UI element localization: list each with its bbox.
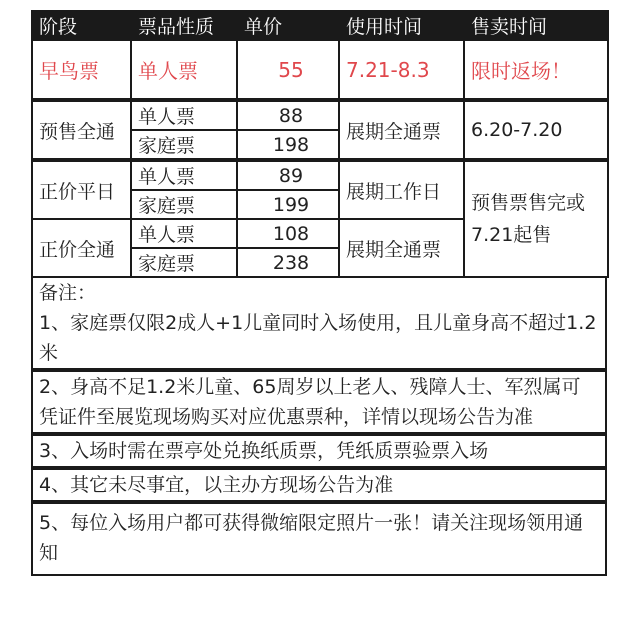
header-unit-price: 单价 [237,11,339,40]
fullpass-single-type: 单人票 [131,219,237,248]
presale-family-type: 家庭票 [131,130,237,160]
early-bird-price: 55 [237,40,339,100]
presale-single-type: 单人票 [131,100,237,130]
early-bird-use-time: 7.21-8.3 [339,40,464,100]
regular-sale-time: 预售票售完或7.21起售 [464,160,608,277]
table-header-row [32,11,608,40]
note-item-2: 2、身高不足1.2米儿童、65周岁以上老人、残障人士、军烈属可凭证件至展览现场购买对应优惠票种，详情以现场公告为准 [33,368,605,432]
presale-row-single [32,100,608,130]
fullpass-stage: 正价全通 [32,219,131,277]
ticket-info [31,10,607,576]
presale-sale-time: 6.20-7.20 [464,100,608,160]
fullpass-use-time: 展期全通票 [339,219,464,277]
presale-use-time: 展期全通票 [339,100,464,160]
note-item-4: 4、其它未尽事宜，以主办方现场公告为准 [33,466,605,500]
weekday-row-single [32,160,608,190]
header-sale-time: 售卖时间 [464,11,608,40]
early-bird-row [32,40,608,100]
header-ticket-type: 票品性质 [131,11,237,40]
fullpass-family-price: 238 [237,248,339,277]
note-item-1: 1、家庭票仅限2成人+1儿童同时入场使用，且儿童身高不超过1.2米 [39,312,597,364]
fullpass-family-type: 家庭票 [131,248,237,277]
weekday-single-price: 89 [237,160,339,190]
weekday-family-price: 199 [237,190,339,219]
weekday-stage: 正价平日 [32,160,131,219]
presale-single-price: 88 [237,100,339,130]
presale-stage: 预售全通 [32,100,131,160]
note-item-5: 5、每位入场用户都可获得微缩限定照片一张！请关注现场领用通知 [33,500,605,574]
weekday-family-type: 家庭票 [131,190,237,219]
note-item-3: 3、入场时需在票亭处兑换纸质票，凭纸质票验票入场 [33,432,605,466]
notes-block-1 [33,278,605,368]
notes-section [31,278,607,576]
early-bird-type: 单人票 [131,40,237,100]
header-stage: 阶段 [32,11,131,40]
header-use-time: 使用时间 [339,11,464,40]
early-bird-stage: 早鸟票 [32,40,131,100]
weekday-single-type: 单人票 [131,160,237,190]
presale-family-price: 198 [237,130,339,160]
price-table [31,10,609,278]
notes-heading: 备注： [39,282,97,304]
weekday-use-time: 展期工作日 [339,160,464,219]
fullpass-single-price: 108 [237,219,339,248]
early-bird-sale-time: 限时返场！ [464,40,608,100]
